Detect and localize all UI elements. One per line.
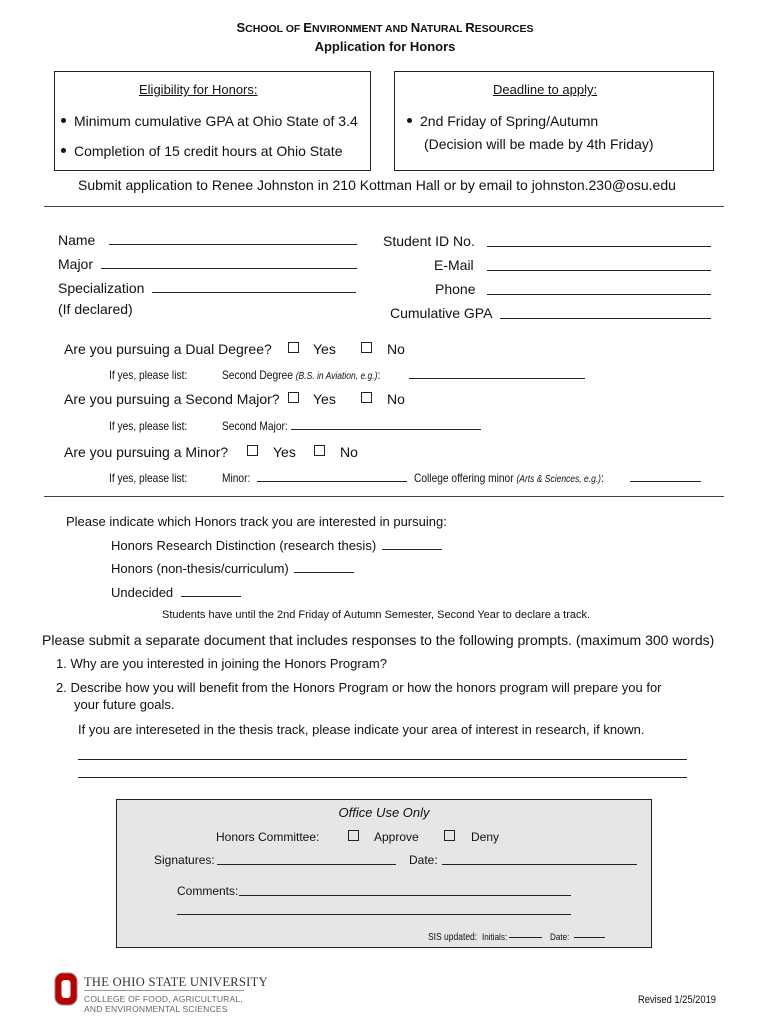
minor-question: Are you pursuing a Minor? xyxy=(64,444,229,460)
page-title: Application for Honors xyxy=(314,39,456,54)
sis-updated-label: SIS updated: xyxy=(428,932,478,943)
phone-line[interactable] xyxy=(487,281,711,295)
eligibility-item: Minimum cumulative GPA at Ohio State of 3.4 xyxy=(61,113,358,129)
track-undecided[interactable]: Undecided xyxy=(111,585,241,600)
comments-line[interactable] xyxy=(239,884,571,896)
prompt-2: 2. Describe how you will benefit from the Honors Program or how the honors program will prepare you for xyxy=(56,680,662,695)
bullet-icon xyxy=(61,118,66,123)
track-research[interactable]: Honors Research Distinction (research thesis) xyxy=(111,538,442,553)
second-list-label: If yes, please list: xyxy=(109,419,188,433)
approve-label: Approve xyxy=(374,830,419,844)
specialization-field[interactable]: Specialization xyxy=(58,280,356,296)
honors-committee-label: Honors Committee: xyxy=(216,830,320,844)
specialization-line[interactable] xyxy=(152,281,356,293)
eligibility-heading: Eligibility for Honors: xyxy=(139,82,258,97)
initials-line[interactable] xyxy=(509,928,542,938)
initials-label: Initials: xyxy=(482,932,508,943)
prompts-intro: Please submit a separate document that includes responses to the following prompts. (maximum 300 words) xyxy=(42,632,715,648)
deadline-item: 2nd Friday of Spring/Autumn xyxy=(407,113,598,129)
date-line[interactable] xyxy=(442,853,637,865)
sis-date-line[interactable] xyxy=(574,928,605,938)
student-id-line[interactable] xyxy=(487,233,711,247)
second-yes-label: Yes xyxy=(313,391,336,407)
date-label: Date: xyxy=(409,853,438,867)
track-prompt: Please indicate which Honors track you are interested in pursuing: xyxy=(66,514,447,529)
dual-second-degree: Second Degree (B.S. in Aviation, e.g.): xyxy=(222,368,381,382)
divider xyxy=(44,496,724,497)
track-nonthesis[interactable]: Honors (non-thesis/curriculum) xyxy=(111,561,354,576)
comments-line[interactable] xyxy=(177,903,571,915)
if-declared-label: (If declared) xyxy=(58,301,133,317)
minor-yes-label: Yes xyxy=(273,444,296,460)
college-line[interactable] xyxy=(630,469,701,482)
divider xyxy=(44,206,724,207)
email-label: E-Mail xyxy=(434,257,474,273)
track-note: Students have until the 2nd Friday of Autumn Semester, Second Year to declare a track. xyxy=(162,609,591,621)
minor-no-checkbox[interactable] xyxy=(314,445,325,456)
research-interest-line[interactable] xyxy=(78,766,687,778)
second-no-label: No xyxy=(387,391,405,407)
phone-label: Phone xyxy=(435,281,476,297)
osu-block-o-logo xyxy=(54,972,78,1006)
submit-instructions: Submit application to Renee Johnston in 210 Kottman Hall or by email to johnston.230@osu.edu xyxy=(78,177,676,193)
eligibility-item: Completion of 15 credit hours at Ohio State xyxy=(61,143,342,159)
bullet-icon xyxy=(61,148,66,153)
comments-label: Comments: xyxy=(177,884,239,898)
school-title: SCHOOL OF ENVIRONMENT AND NATURAL RESOURCES xyxy=(236,20,534,35)
deny-checkbox[interactable] xyxy=(444,830,455,841)
thesis-interest-label: If you are intereseted in the thesis track, please indicate your area of interest in research, if known. xyxy=(78,722,645,737)
signatures-line[interactable] xyxy=(217,853,396,865)
college-name-line-1: COLLEGE OF FOOD, AGRICULTURAL, xyxy=(84,994,243,1004)
student-id-label: Student ID No. xyxy=(383,233,475,249)
revised-date: Revised 1/25/2019 xyxy=(638,994,716,1006)
dual-yes-label: Yes xyxy=(313,341,336,357)
bullet-icon xyxy=(407,118,412,123)
minor-line[interactable] xyxy=(257,469,407,482)
email-line[interactable] xyxy=(487,257,711,271)
second-major-sub: Second Major: xyxy=(222,419,288,433)
osu-wordmark: THE OHIO STATE UNIVERSITY xyxy=(84,975,268,989)
logo-rule xyxy=(84,990,244,991)
deadline-note: (Decision will be made by 4th Friday) xyxy=(424,136,654,152)
college-name-line-2: AND ENVIRONMENTAL SCIENCES xyxy=(84,1004,228,1014)
signatures-label: Signatures: xyxy=(154,853,215,867)
approve-checkbox[interactable] xyxy=(348,830,359,841)
research-interest-line[interactable] xyxy=(78,748,687,760)
dual-no-label: No xyxy=(387,341,405,357)
minor-no-label: No xyxy=(340,444,358,460)
minor-sub: Minor: xyxy=(222,471,251,485)
track-undecided-line[interactable] xyxy=(181,585,241,597)
office-use-title: Office Use Only xyxy=(338,805,430,820)
sis-date-label: Date: xyxy=(550,932,570,943)
second-major-line[interactable] xyxy=(291,417,481,430)
dual-yes-checkbox[interactable] xyxy=(288,342,299,353)
dual-degree-question: Are you pursuing a Dual Degree? xyxy=(64,341,272,357)
eligibility-box xyxy=(54,71,371,171)
dual-list-label: If yes, please list: xyxy=(109,368,188,382)
prompt-1: 1. Why are you interested in joining the Honors Program? xyxy=(56,656,387,671)
dual-no-checkbox[interactable] xyxy=(361,342,372,353)
track-research-line[interactable] xyxy=(382,538,442,550)
name-line[interactable] xyxy=(109,233,357,245)
track-nonthesis-line[interactable] xyxy=(294,561,354,573)
major-line[interactable] xyxy=(101,257,357,269)
second-no-checkbox[interactable] xyxy=(361,392,372,403)
minor-yes-checkbox[interactable] xyxy=(247,445,258,456)
major-field[interactable]: Major xyxy=(58,256,357,272)
deadline-heading: Deadline to apply: xyxy=(493,82,598,97)
gpa-line[interactable] xyxy=(500,305,711,319)
name-field[interactable]: Name xyxy=(58,232,357,248)
deadline-box xyxy=(394,71,714,171)
deny-label: Deny xyxy=(471,830,500,844)
gpa-label: Cumulative GPA xyxy=(390,305,493,321)
prompt-2-cont: your future goals. xyxy=(74,697,175,712)
block-o-icon xyxy=(54,972,78,1006)
college-offering-label: College offering minor (Arts & Sciences, e.g.): xyxy=(414,471,604,485)
minor-list-label: If yes, please list: xyxy=(109,471,188,485)
dual-degree-line[interactable] xyxy=(409,366,585,379)
office-use-box xyxy=(116,799,652,948)
second-major-question: Are you pursuing a Second Major? xyxy=(64,391,280,407)
second-yes-checkbox[interactable] xyxy=(288,392,299,403)
